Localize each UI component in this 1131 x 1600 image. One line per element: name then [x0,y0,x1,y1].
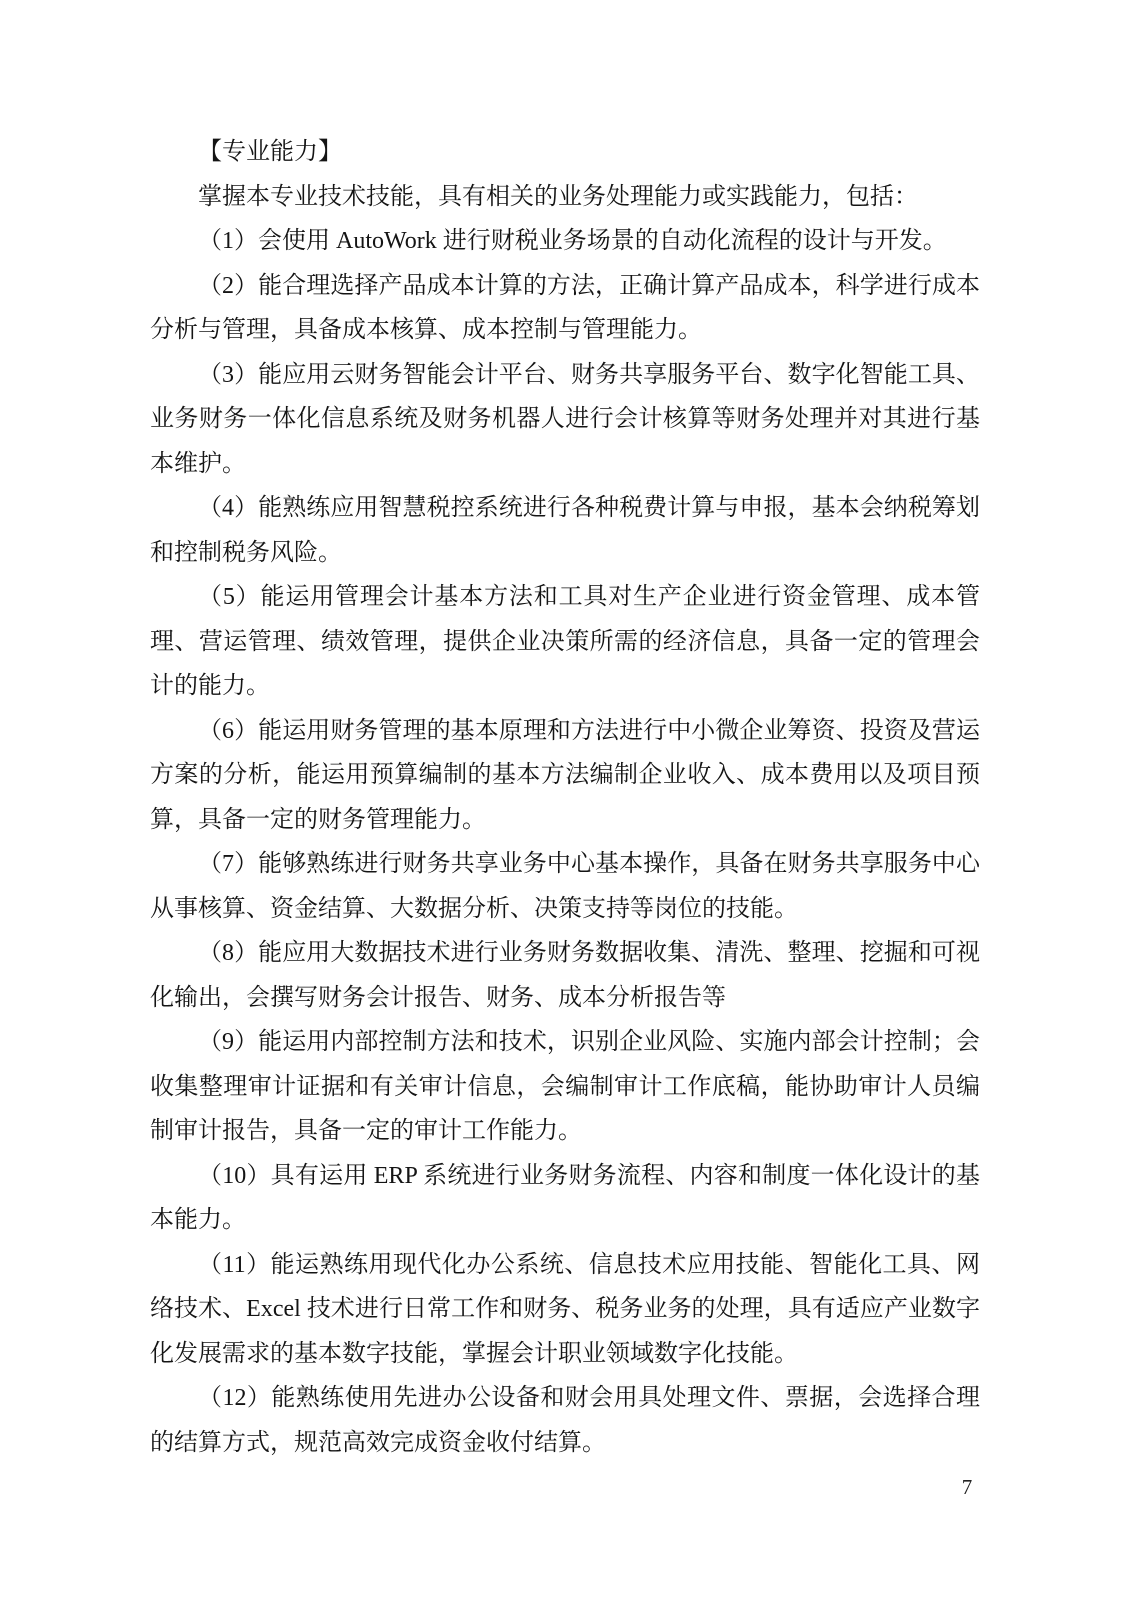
intro-paragraph: 掌握本专业技术技能，具有相关的业务处理能力或实践能力，包括： [198,183,918,210]
ability-item-10: （10）具有运用 ERP 系统进行业务财务流程、内容和制度一体化设计的基本能力。 [150,1162,980,1233]
ability-item-2: （2）能合理选择产品成本计算的方法，正确计算产品成本，科学进行成本分析与管理，具备成本核算、成本控制与管理能力。 [150,272,980,343]
section-title: 【专业能力】 [198,139,342,165]
ability-item-5: （5）能运用管理会计基本方法和工具对生产企业进行资金管理、成本管理、营运管理、绩效管理，提供企业决策所需的经济信息，具备一定的管理会计的能力。 [150,584,980,699]
ability-item-6: （6）能运用财务管理的基本原理和方法进行中小微企业筹资、投资及营运方案的分析，能运用预算编制的基本方法编制企业收入、成本费用以及项目预算，具备一定的财务管理能力。 [150,717,980,833]
ability-item-9: （9）能运用内部控制方法和技术，识别企业风险、实施内部会计控制；会收集整理审计证据和有关审计信息，会编制审计工作底稿，能协助审计人员编制审计报告，具备一定的审计工作能力。 [150,1029,980,1144]
ability-item-1: （1）会使用 AutoWork 进行财税业务场景的自动化流程的设计与开发。 [198,228,947,254]
ability-item-8: （8）能应用大数据技术进行业务财务数据收集、清洗、整理、挖掘和可视化输出，会撰写财务会计报告、财务、成本分析报告等 [150,940,980,1011]
ability-item-11: （11）能运熟练用现代化办公系统、信息技术应用技能、智能化工具、网络技术、Excel 技术进行日常工作和财务、税务业务的处理，具有适应产业数字化发展需求的基本数字技能，掌握会计职业领域数字化技能。 [150,1251,980,1367]
page-content [150,130,980,1465]
ability-item-3: （3）能应用云财务智能会计平台、财务共享服务平台、数字化智能工具、业务财务一体化信息系统及财务机器人进行会计核算等财务处理并对其进行基本维护。 [150,361,980,477]
page-number: 7 [961,1475,973,1499]
ability-item-4: （4）能熟练应用智慧税控系统进行各种税费计算与申报，基本会纳税筹划和控制税务风险。 [150,495,980,566]
ability-item-12: （12）能熟练使用先进办公设备和财会用具处理文件、票据，会选择合理的结算方式，规范高效完成资金收付结算。 [150,1385,980,1456]
ability-item-7: （7）能够熟练进行财务共享业务中心基本操作，具备在财务共享服务中心从事核算、资金结算、大数据分析、决策支持等岗位的技能。 [150,851,980,922]
